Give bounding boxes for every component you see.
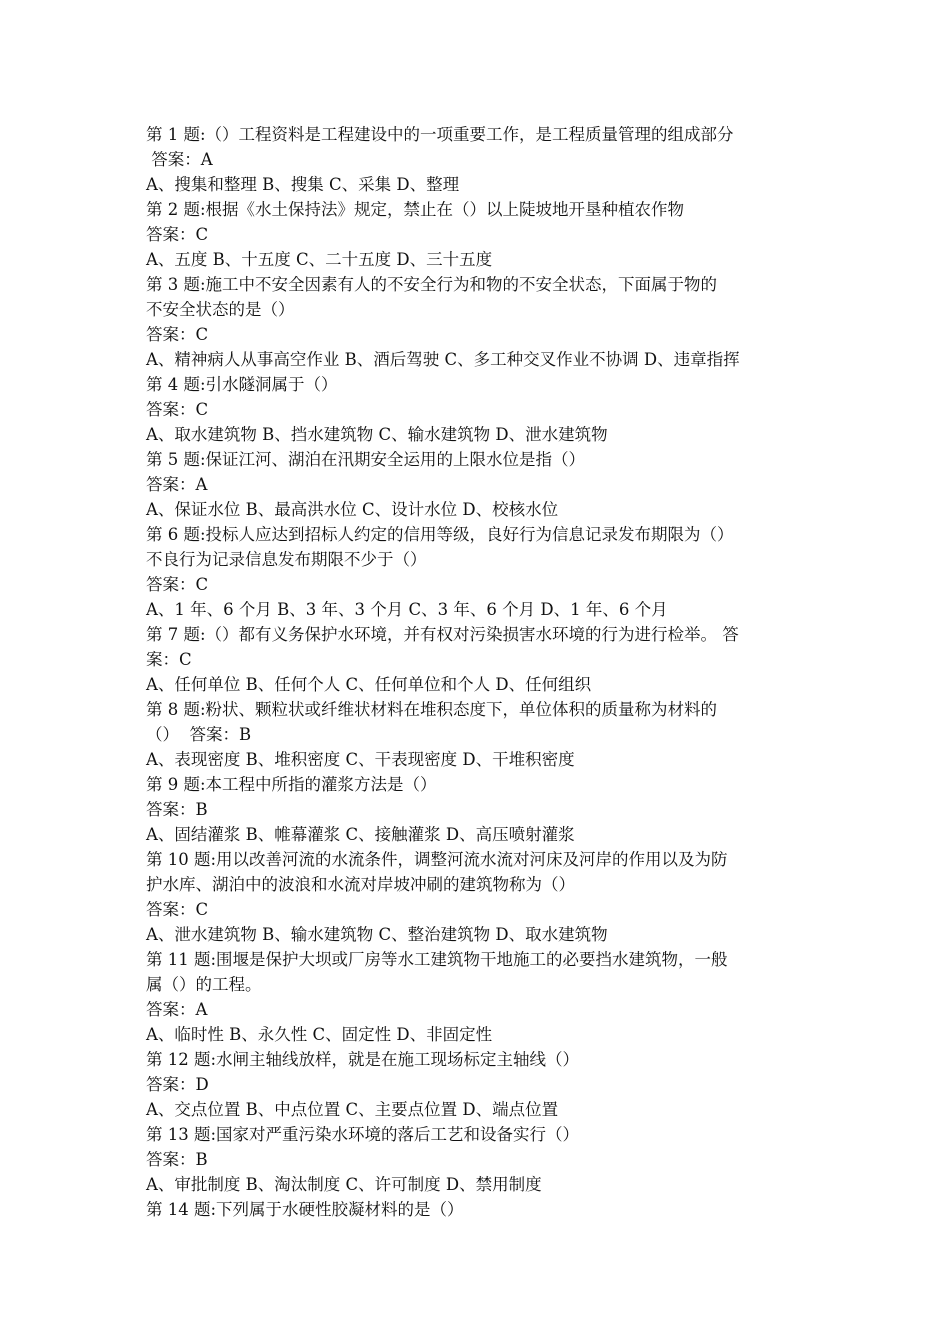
question-2-text: 第 2 题:根据《水土保持法》规定，禁止在（）以上陡坡地开垦种植农作物 <box>146 200 685 219</box>
question-11-answer: 答案：A <box>146 1000 208 1019</box>
question-6-options: A、1 年、6 个月 B、3 年、3 个月 C、3 年、6 个月 D、1 年、6 个月 <box>146 600 668 619</box>
question-5-answer: 答案：A <box>146 475 208 494</box>
question-9-options: A、固结灌浆 B、帷幕灌浆 C、接触灌浆 D、高压喷射灌浆 <box>146 825 575 844</box>
question-10-options: A、泄水建筑物 B、输水建筑物 C、整治建筑物 D、取水建筑物 <box>146 925 608 944</box>
question-4-options: A、取水建筑物 B、挡水建筑物 C、输水建筑物 D、泄水建筑物 <box>146 425 608 444</box>
question-11-text-cont: 属（）的工程。 <box>146 975 262 994</box>
question-10-text: 第 10 题:用以改善河流的水流条件，调整河流水流对河床及河岸的作用以及为防 <box>146 850 728 869</box>
question-11-text: 第 11 题:围堰是保护大坝或厂房等水工建筑物干地施工的必要挡水建筑物，一般 <box>146 950 728 969</box>
question-8-text: 第 8 题:粉状、颗粒状或纤维状材料在堆积态度下，单位体积的质量称为材料的 <box>146 700 718 719</box>
question-8-answer: （） 答案：B <box>146 725 252 744</box>
question-12-options: A、交点位置 B、中点位置 C、主要点位置 D、端点位置 <box>146 1100 559 1119</box>
question-10-answer: 答案：C <box>146 900 209 919</box>
question-6-text-cont: 不良行为记录信息发布期限不少于（） <box>146 550 427 569</box>
question-3-text-cont: 不安全状态的是（） <box>146 300 295 319</box>
question-7-options: A、任何单位 B、任何个人 C、任何单位和个人 D、任何组织 <box>146 675 592 694</box>
question-6-text: 第 6 题:投标人应达到招标人约定的信用等级，良好行为信息记录发布期限为（） <box>146 525 734 544</box>
question-4-answer: 答案：C <box>146 400 209 419</box>
question-7-text: 第 7 题:（）都有义务保护水环境，并有权对污染损害水环境的行为进行检举。 答 <box>146 625 739 644</box>
question-12-text: 第 12 题:水闸主轴线放样，就是在施工现场标定主轴线（） <box>146 1050 580 1069</box>
question-9-answer: 答案：B <box>146 800 208 819</box>
question-9-text: 第 9 题:本工程中所指的灌浆方法是（） <box>146 775 437 794</box>
question-10-text-cont: 护水库、湖泊中的波浪和水流对岸坡冲刷的建筑物称为（） <box>146 875 575 894</box>
question-4-text: 第 4 题:引水隧洞属于（） <box>146 375 338 394</box>
question-1-answer: 答案：A <box>146 150 213 169</box>
question-3-options: A、精神病人从事高空作业 B、酒后驾驶 C、多工种交叉作业不协调 D、违章指挥 <box>146 350 740 369</box>
question-3-answer: 答案：C <box>146 325 209 344</box>
question-1-options: A、搜集和整理 B、搜集 C、采集 D、整理 <box>146 175 460 194</box>
question-14-text: 第 14 题:下列属于水硬性胶凝材料的是（） <box>146 1200 464 1219</box>
question-2-answer: 答案：C <box>146 225 209 244</box>
question-11-options: A、临时性 B、永久性 C、固定性 D、非固定性 <box>146 1025 493 1044</box>
question-2-options: A、五度 B、十五度 C、二十五度 D、三十五度 <box>146 250 493 269</box>
question-13-text: 第 13 题:国家对严重污染水环境的落后工艺和设备实行（） <box>146 1125 580 1144</box>
question-13-options: A、审批制度 B、淘汰制度 C、许可制度 D、禁用制度 <box>146 1175 542 1194</box>
question-5-text: 第 5 题:保证江河、湖泊在汛期安全运用的上限水位是指（） <box>146 450 586 469</box>
question-8-options: A、表现密度 B、堆积密度 C、干表现密度 D、干堆积密度 <box>146 750 575 769</box>
question-5-options: A、保证水位 B、最高洪水位 C、设计水位 D、校核水位 <box>146 500 559 519</box>
question-3-text: 第 3 题:施工中不安全因素有人的不安全行为和物的不安全状态，下面属于物的 <box>146 275 718 294</box>
question-13-answer: 答案：B <box>146 1150 208 1169</box>
question-6-answer: 答案：C <box>146 575 209 594</box>
question-12-answer: 答案：D <box>146 1075 209 1094</box>
question-1-text: 第 1 题:（）工程资料是工程建设中的一项重要工作，是工程质量管理的组成部分 <box>146 125 734 144</box>
question-list <box>146 122 810 1222</box>
question-7-answer: 案：C <box>146 650 192 669</box>
